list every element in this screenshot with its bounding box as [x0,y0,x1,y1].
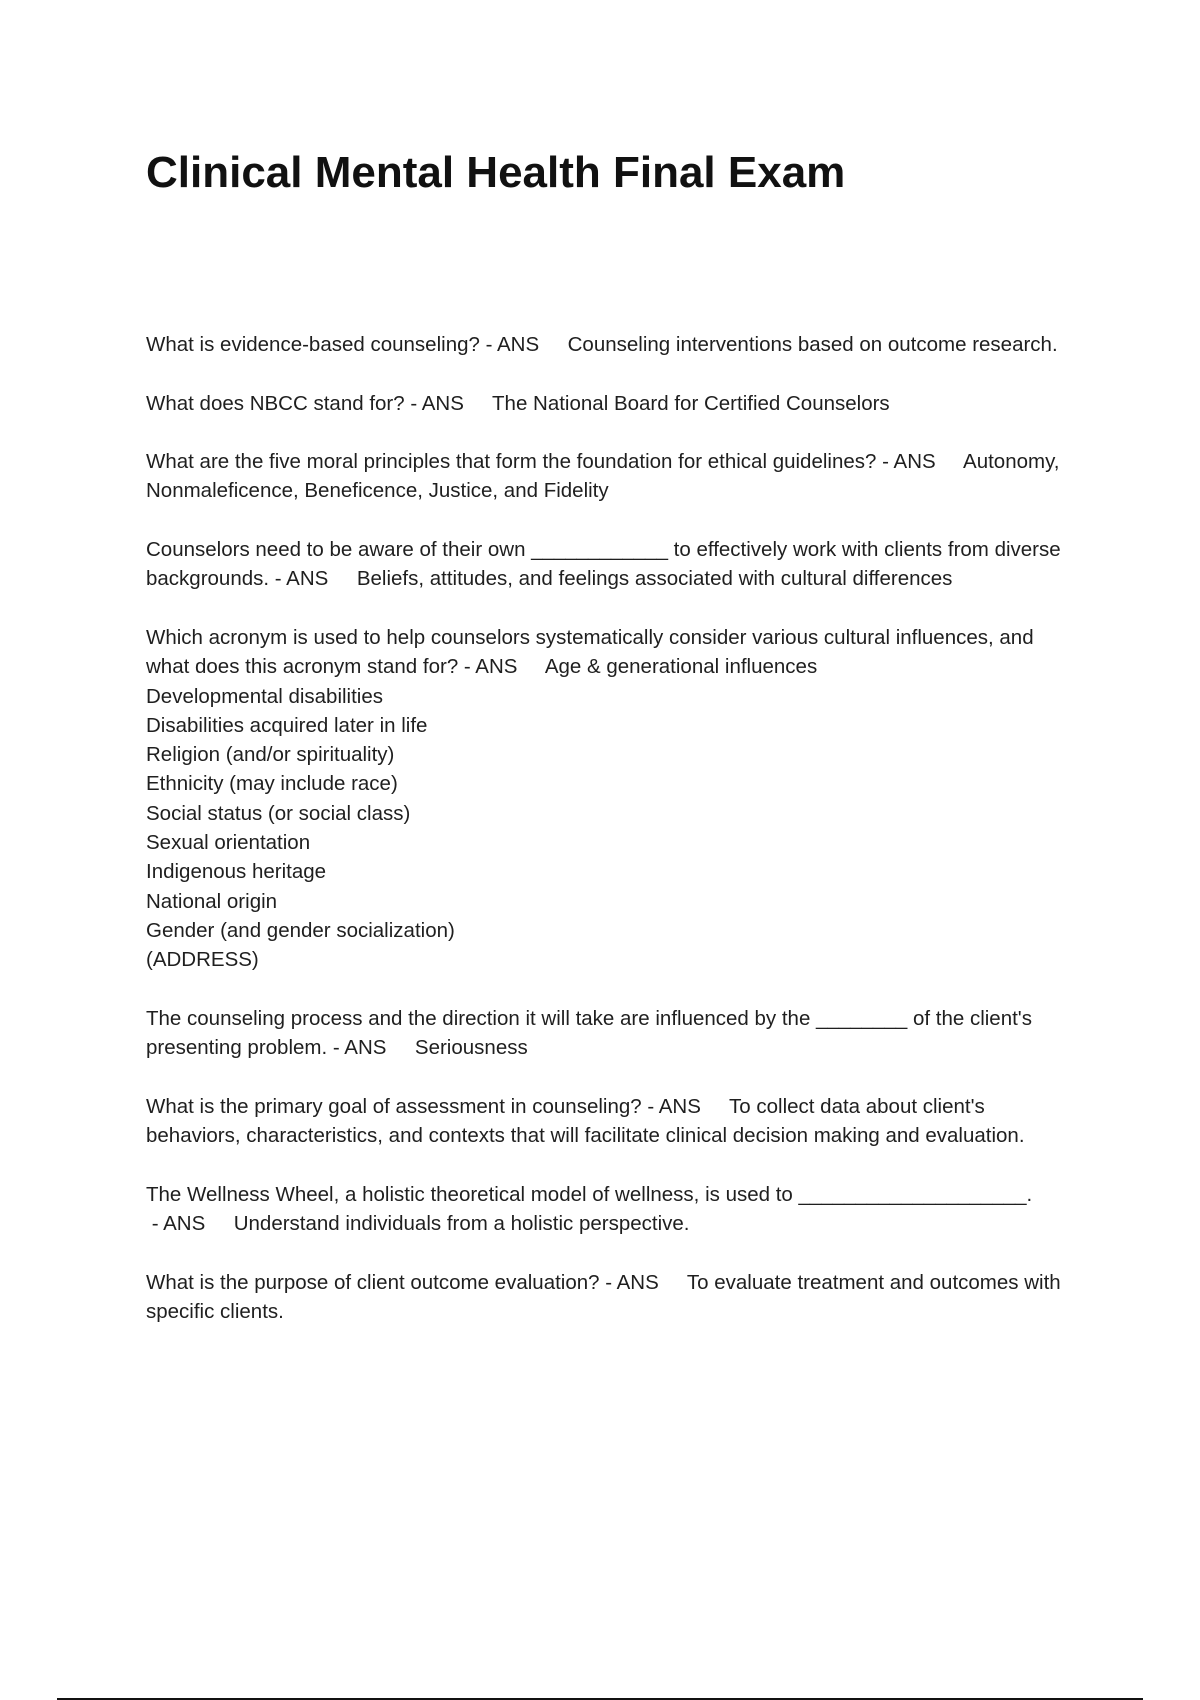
answer-separator: - ANS [327,1036,415,1060]
answer-separator: - ANS [479,333,568,356]
answer-separator: - ANS [458,655,545,679]
question-text: Counselors need to be aware of their own ____________ to effectively work with clients from diverse backgrounds. [146,538,1061,591]
question-text: The Wellness Wheel, a holistic theoretical model of wellness, is used to ____________________. [146,1182,1033,1206]
answer-separator: - ANS [599,1270,687,1294]
answer-text: Autonomy, Nonmaleficence, Beneficence, Justice, and Fidelity [146,450,1060,503]
qa-item [146,1092,1076,1151]
answer-text: The National Board for Certified Counselors [492,391,890,415]
answer-separator: - ANS [876,450,964,474]
answer-text: To collect data about client's behaviors, characteristics, and contexts that will facilitate clinical decision making and evaluation. [146,1094,1025,1148]
question-text: What does NBCC stand for? [146,391,405,415]
question-text: What are the five moral principles that form the foundation for ethical guidelines? [146,450,877,474]
qa-item [146,330,1076,359]
question-text: The counseling process and the direction it will take are influenced by the ________ of the client's presenting problem. [146,1006,1032,1060]
answer-text: Counseling interventions based on outcome research. [567,333,1058,356]
answer-separator: - ANS [269,567,357,591]
qa-list [146,330,1076,1355]
question-text: Which acronym is used to help counselors systematically consider various cultural influences, and what does this acronym stand for? [146,625,1034,679]
qa-item [146,389,1076,418]
answer-text: Understand individuals from a holistic perspective. [233,1211,690,1235]
answer-text: Beliefs, attitudes, and feelings associated with cultural differences [356,567,953,591]
question-text: What is evidence-based counseling? [146,333,480,356]
qa-item [146,623,1076,975]
page-title: Clinical Mental Health Final Exam [146,148,846,197]
answer-separator: - ANS [641,1094,730,1118]
question-text: What is the primary goal of assessment in counseling? [146,1094,642,1118]
answer-text: Age & generational influences Developmental disabilities Disabilities acquired later in life Religion (and/or spirituality) Ethnicity (may include race) Social status (or social class) Sexual orientation Indigenous heritage National origin Gender (and gender socialization) (ADDRESS) [146,655,818,972]
qa-item [146,1268,1076,1327]
qa-item [146,1004,1076,1063]
answer-text: To evaluate treatment and outcomes with specific clients. [146,1270,1061,1323]
qa-item [146,447,1076,506]
answer-separator: - ANS [404,391,493,415]
answer-text: Seriousness [414,1036,528,1060]
answer-separator: - ANS [146,1211,234,1235]
qa-item [146,1180,1076,1239]
qa-item [146,535,1076,594]
question-text: What is the purpose of client outcome evaluation? [146,1270,600,1294]
